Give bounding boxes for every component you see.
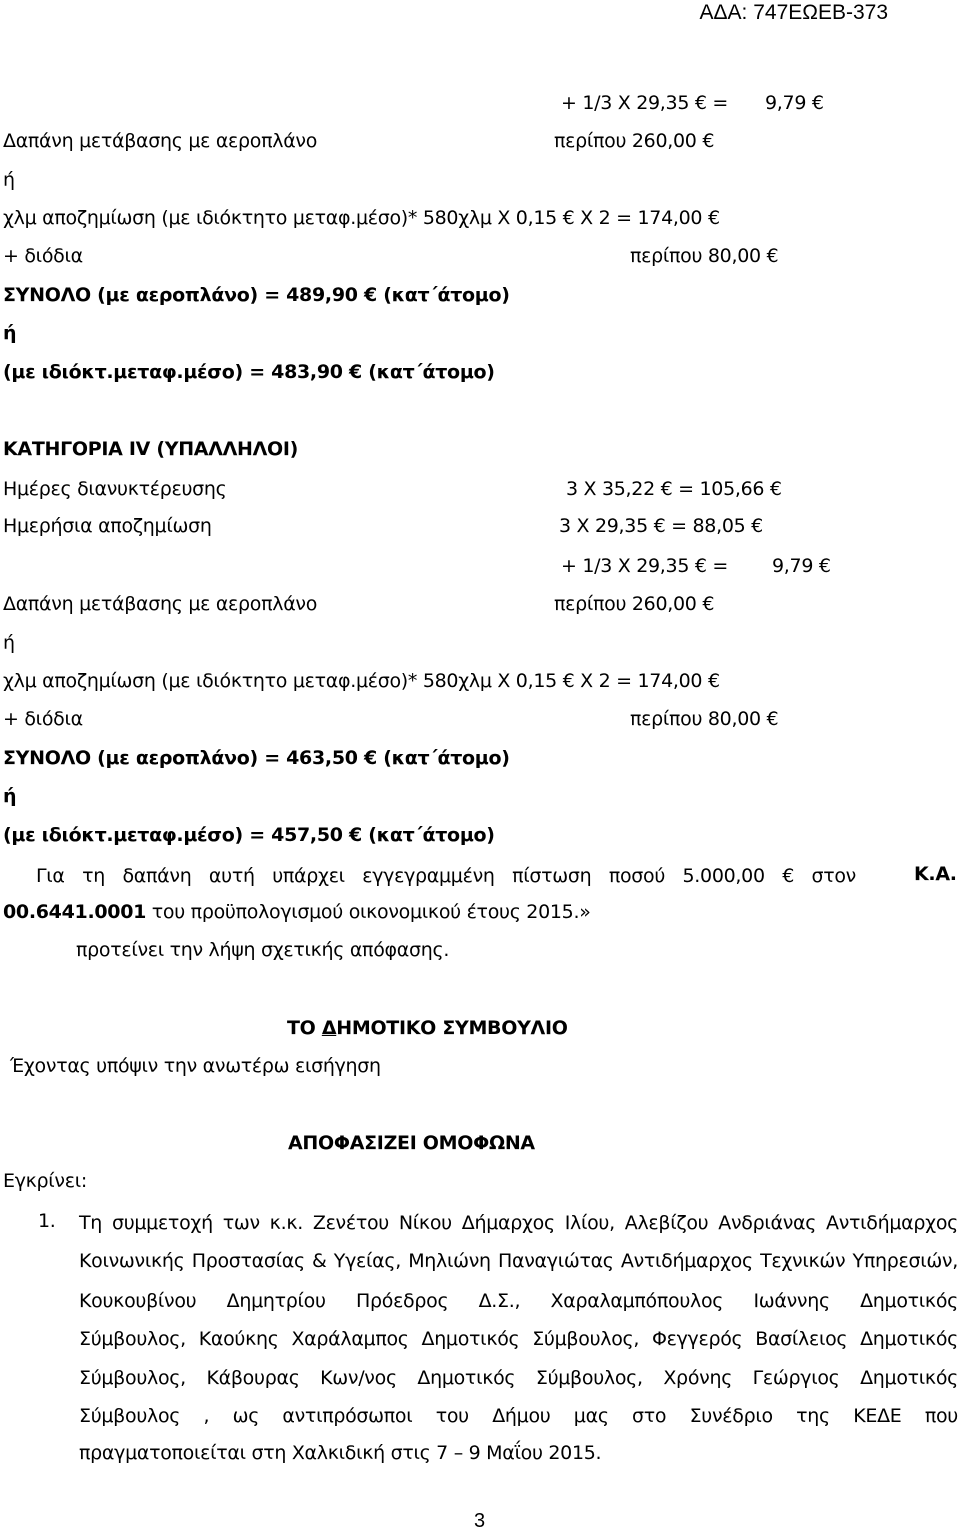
or-text: ή bbox=[3, 785, 17, 807]
page-number: 3 bbox=[474, 1510, 486, 1532]
decision-line-1: Τη συμμετοχή των κ.κ. Ζενέτου Νίκου Δήμαρχος Ιλίου, Αλεβίζου Ανδριάνας Αντιδήμαρχος bbox=[79, 1212, 958, 1234]
nights-value: 3 Χ 35,22 € = 105,66 € bbox=[566, 478, 782, 500]
proposal-text: προτείνει την λήψη σχετικής απόφασης. bbox=[76, 939, 450, 961]
approves-label: Εγκρίνει: bbox=[3, 1170, 87, 1192]
category-heading: ΚΑΤΗΓΟΡΙΑ IV (ΥΠΑΛΛΗΛΟΙ) bbox=[3, 438, 299, 460]
decision-line-4: Σύμβουλος, Καούκης Χαράλαμπος Δημοτικός Σύμβουλος, Φεγγερός Βασίλειος Δημοτικός bbox=[79, 1328, 958, 1350]
flight-cost-label: Δαπάνη μετάβασης με αεροπλάνο bbox=[3, 593, 318, 615]
list-number: 1. bbox=[38, 1210, 56, 1232]
council-title-pre: ΤΟ bbox=[287, 1017, 322, 1039]
km-compensation-line: χλμ αποζημίωση (με ιδιόκτητο μεταφ.μέσο)* 580χλμ Χ 0,15 € Χ 2 = 174,00 € bbox=[3, 670, 720, 692]
flight-cost-value: περίπου 260,00 € bbox=[554, 130, 715, 152]
third-allowance-value: 9,79 € bbox=[772, 555, 831, 577]
tolls-label: + διόδια bbox=[3, 708, 83, 730]
km-compensation-line: χλμ αποζημίωση (με ιδιόκτητο μεταφ.μέσο)* 580χλμ Χ 0,15 € Χ 2 = 174,00 € bbox=[3, 207, 720, 229]
decision-line-2: Κοινωνικής Προστασίας & Υγείας, Μηλιώνη Παναγιώτας Αντιδήμαρχος Τεχνικών Υπηρεσιών, bbox=[79, 1250, 958, 1272]
council-title bbox=[287, 1019, 568, 1038]
nights-label: Ημέρες διανυκτέρευσης bbox=[3, 478, 227, 500]
funding-line-2 bbox=[3, 903, 591, 922]
daily-allowance-value: 3 Χ 29,35 € = 88,05 € bbox=[559, 515, 763, 537]
ada-code: ΑΔΑ: 747ΕΩΕΒ-373 bbox=[699, 1, 888, 24]
decision-heading: ΑΠΟΦΑΣΙΖΕΙ ΟΜΟΦΩΝΑ bbox=[288, 1132, 535, 1154]
decision-line-6: Σύμβουλος , ως αντιπρόσωποι του Δήμου μας στο Συνέδριο της ΚΕΔΕ που bbox=[79, 1405, 958, 1427]
decision-line-7: πραγματοποιείται στη Χαλκιδική στις 7 – 9 Μαΐου 2015. bbox=[79, 1442, 602, 1464]
third-allowance-value: 9,79 € bbox=[765, 92, 824, 114]
third-allowance-formula: + 1/3 Χ 29,35 € = bbox=[561, 555, 729, 577]
tolls-value: περίπου 80,00 € bbox=[630, 245, 779, 267]
tolls-value: περίπου 80,00 € bbox=[630, 708, 779, 730]
or-text: ή bbox=[3, 632, 15, 654]
or-text: ή bbox=[3, 169, 15, 191]
decision-line-5: Σύμβουλος, Κάβουρας Κων/νος Δημοτικός Σύμβουλος, Χρόνης Γεώργιος Δημοτικός bbox=[79, 1367, 958, 1389]
council-title-post: ΗΜΟΤΙΚΟ ΣΥΜΒΟΥΛΙΟ bbox=[336, 1017, 568, 1039]
total-private-vehicle: (με ιδιόκτ.μεταφ.μέσο) = 457,50 € (κατ΄άτομο) bbox=[3, 824, 495, 846]
decision-line-3: Κουκουβίνου Δημητρίου Πρόεδρος Δ.Σ., Χαραλαμπόπουλος Ιωάννης Δημοτικός bbox=[79, 1290, 958, 1312]
budget-code-prefix: Κ.Α. bbox=[914, 863, 957, 885]
budget-code: 00.6441.0001 bbox=[3, 901, 147, 923]
flight-cost-value: περίπου 260,00 € bbox=[554, 593, 715, 615]
tolls-label: + διόδια bbox=[3, 245, 83, 267]
total-plane: ΣΥΝΟΛΟ (με αεροπλάνο) = 489,90 € (κατ΄άτομο) bbox=[3, 284, 510, 306]
funding-line-1: Για τη δαπάνη αυτή υπάρχει εγγεγραμμένη πίστωση ποσού 5.000,00 € στον bbox=[36, 865, 856, 887]
total-private-vehicle: (με ιδιόκτ.μεταφ.μέσο) = 483,90 € (κατ΄άτομο) bbox=[3, 361, 495, 383]
total-plane: ΣΥΝΟΛΟ (με αεροπλάνο) = 463,50 € (κατ΄άτομο) bbox=[3, 747, 510, 769]
flight-cost-label: Δαπάνη μετάβασης με αεροπλάνο bbox=[3, 130, 318, 152]
council-title-underlined: Δ bbox=[321, 1017, 337, 1039]
third-allowance-formula: + 1/3 Χ 29,35 € = bbox=[561, 92, 729, 114]
budget-year-text: του προϋπολογισμού οικονομικού έτους 2015.» bbox=[146, 901, 591, 923]
considering-text: Έχοντας υπόψιν την ανωτέρω εισήγηση bbox=[10, 1055, 381, 1077]
daily-allowance-label: Ημερήσια αποζημίωση bbox=[3, 515, 212, 537]
or-text: ή bbox=[3, 322, 17, 344]
